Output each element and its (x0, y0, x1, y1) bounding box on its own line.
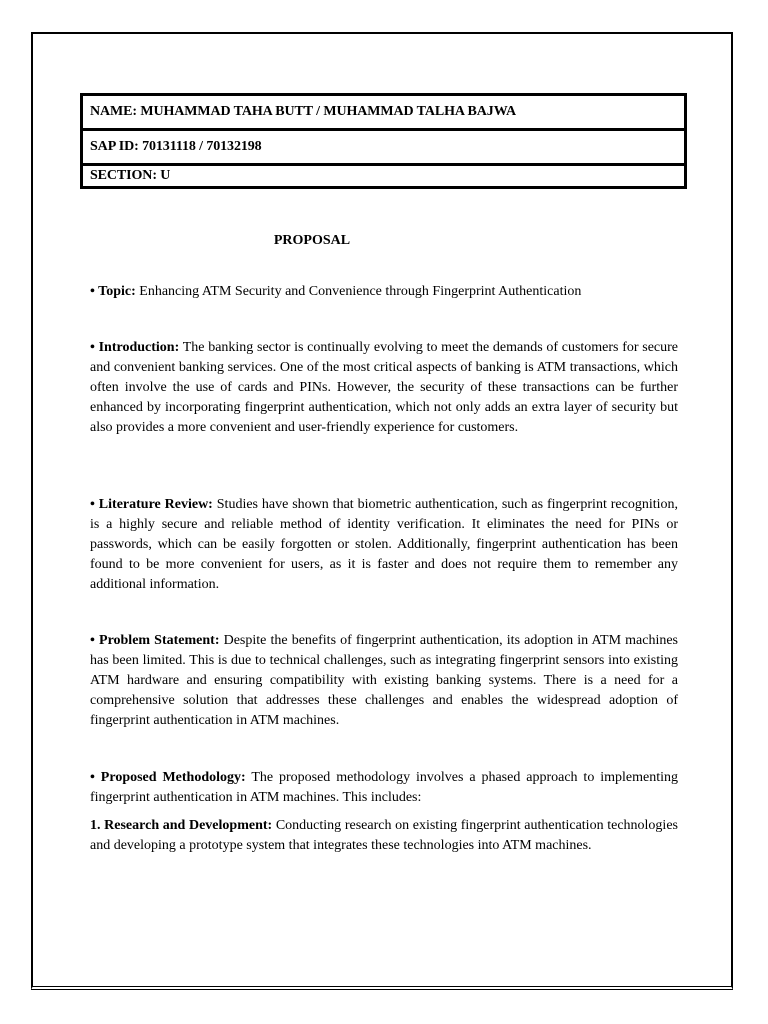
literature-review-paragraph (90, 495, 678, 595)
problem-statement-label: • Problem Statement: (90, 633, 220, 648)
introduction-text: The banking sector is continually evolving to meet the demands of customers for secure and convenient banking services. One of the most critical aspects of banking is ATM transactions, which often involve the use of cards and PINs. However, the security of these transactions can be further enhanced by incorporating fingerprint authentication, which not only adds an extra layer of security but also provides a more convenient and user-friendly experience for customers. (90, 340, 678, 435)
step-1-paragraph (90, 816, 678, 856)
introduction-paragraph (90, 338, 678, 438)
student-info-table (80, 93, 687, 189)
topic-paragraph (90, 282, 678, 302)
introduction-label: • Introduction: (90, 340, 180, 355)
problem-statement-paragraph (90, 631, 678, 731)
literature-review-label: • Literature Review: (90, 497, 213, 512)
sap-id-cell: SAP ID: 70131118 / 70132198 (81, 130, 686, 165)
methodology-text: The proposed methodology involves a phased approach to implementing fingerprint authentication in ATM machines. This includes: (90, 770, 678, 805)
topic-label: • Topic: (90, 284, 136, 299)
section-cell: SECTION: U (81, 165, 686, 189)
literature-review-text: Studies have shown that biometric authentication, such as fingerprint recognition, is a highly secure and reliable method of identity verification. It eliminates the need for PINs or passwords, which can be easily forgotten or stolen. Additionally, fingerprint authentication has been found to be more convenient for users, as it is faster and does not require them to remember any additional information. (90, 497, 678, 592)
step-1-label: 1. Research and Development: (90, 818, 273, 833)
problem-statement-text: Despite the benefits of fingerprint authentication, its adoption in ATM machines has been limited. This is due to technical challenges, such as integrating fingerprint sensors into existing ATM hardware and ensuring compatibility with existing banking systems. There is a need for a comprehensive solution that addresses these challenges and enables the widespread adoption of fingerprint authentication in ATM machines. (90, 633, 678, 728)
methodology-paragraph (90, 768, 678, 808)
step-1-text: Conducting research on existing fingerprint authentication technologies and developing a prototype system that integrates these technologies into ATM machines. (90, 818, 678, 853)
proposal-title: PROPOSAL (273, 233, 351, 248)
topic-text: Enhancing ATM Security and Convenience through Fingerprint Authentication (135, 284, 582, 299)
methodology-label: • Proposed Methodology: (90, 770, 246, 785)
name-cell: NAME: MUHAMMAD TAHA BUTT / MUHAMMAD TALHA BAJWA (81, 94, 686, 130)
